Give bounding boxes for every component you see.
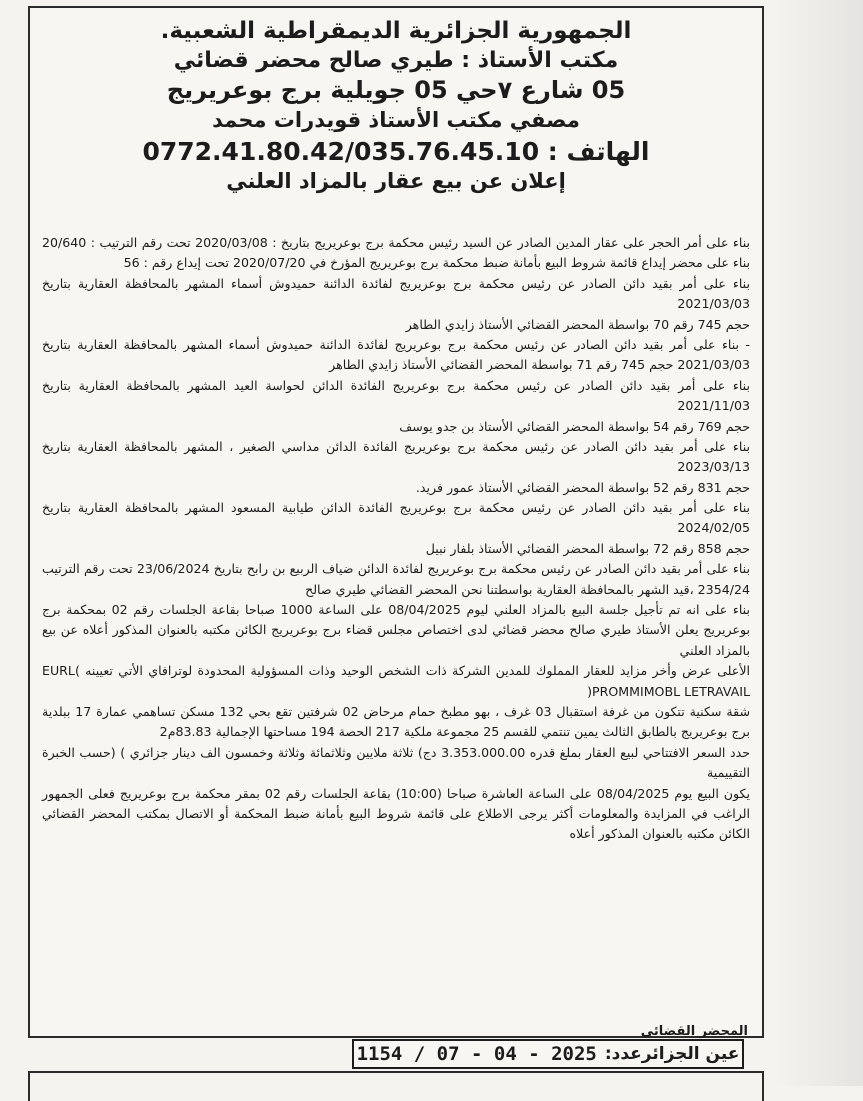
notice-paragraph: بناء على أمر بقيد دائن الصادر عن رئيس محكمة برج بوعريريج لفائدة الدائن ضياف الربيع بن رابح بتاريخ 23/06/2024 تحت رقم الترتيب 2354/24 ،قيد الشهر بالمحافظة العقارية بواسطتنا نحن المحضر القضائي طيري صالح xyxy=(42,561,750,597)
notice-paragraph: الأعلى عرض وأخر مزايد للعقار المملوك للمدين الشركة ذات الشخص الوحيد وذات المسؤولية المحدودة لوترافاي الأتي تعيينه )EURL PROMMIMOBL LETRAVAIL( xyxy=(42,663,750,699)
notice-header xyxy=(30,8,762,196)
notice-title: إعلان عن بيع عقار بالمزاد العلني xyxy=(226,168,566,193)
header-republic: الجمهورية الجزائرية الديمقراطية الشعبية. xyxy=(160,18,632,44)
notice-paragraph: حجم 858 رقم 72 بواسطة المحضر القضائي الأستاذ بلفار نبيل xyxy=(425,540,750,556)
notice-paragraph: حجم 745 رقم 70 بواسطة المحضر القضائي الأستاذ زايدي الطاهر xyxy=(405,316,750,332)
header-office: مكتب الأستاذ : طيري صالح محضر قضائي xyxy=(173,48,619,74)
notice-paragraph: حجم 769 رقم 54 بواسطة المحضر القضائي الأستاذ بن جدو يوسف xyxy=(399,418,750,434)
header-address: 05 شارع ٧حي 05 جويلية برج بوعريريج xyxy=(166,76,626,105)
notice-paragraph: بناء على أمر بقيد دائن الصادر عن رئيس محكمة برج بوعريريج الفائدة الدائن مداسي الصغير ، المشهر بالمحافظة العقارية بتاريخ 2023/03/13 xyxy=(42,438,750,475)
notice-paragraph: بناء على أمر الحجر على عقار المدين الصادر عن السيد رئيس محكمة برج بوعريريج بتاريخ : 2020/03/08 تحت رقم الترتيب : 20/640 بناء على محضر إيداع قائمة شروط البيع بأمانة ضبط محكمة برج بوعريريج المؤرخ في 2020/07/20 تحت إيداع رقم : 56 xyxy=(42,235,750,271)
notice-paragraph: بناء على أمر بقيد دائن الصادر عن رئيس محكمة برج بوعريريج الفائدة الدائن طيابية المسعود المشهر بالمحافظة العقارية بتاريخ 2024/02/05 xyxy=(42,500,750,536)
notice-clipping xyxy=(28,6,764,1038)
notice-body xyxy=(42,233,750,845)
next-clipping-edge xyxy=(28,1071,764,1101)
header-phone: الهاتف : 0772.41.80.42/035.76.45.10 xyxy=(142,136,650,166)
signature: المحضر القضائي xyxy=(640,1024,748,1039)
header-liquidator: مصفي مكتب الأستاذ قويدرات محمد xyxy=(212,108,580,133)
notice-paragraph: حجم 831 رقم 52 بواسطة المحضر القضائي الأستاذ عمور فريد. xyxy=(415,479,750,495)
notice-paragraph: بناء على انه تم تأجيل جلسة البيع بالمزاد العلني ليوم 08/04/2025 على الساعة 1000 صباحا بقاعة الجلسات رقم 02 بمحكمة برج بوعريريج يعلن الأستاذ طيري صالح محضر قضائي لدى اختصاص مجلس قضاء برج بوعريريج الكائن مكتبه بالعنوان المذكور أعلاه عن بيع بالمزاد العلني xyxy=(42,602,750,658)
issue-number-date: 1154 / 07 - 04 - 2025 xyxy=(356,1043,597,1065)
issue-footer xyxy=(352,1039,744,1069)
notice-paragraph: بناء على أمر بقيد دائن الصادر عن رئيس محكمة برج بوعريريج الفائدة الدائن لحواسة العيد المشهر بالمحافظة العقارية بتاريخ 2021/11/03 xyxy=(42,377,750,414)
notice-paragraph: حدد السعر الافتتاحي لبيع العقار بملغ قدره 3.353.000.00 دج) ثلاثة ملايين وثلاثمائة وثلاثة وخمسون الف دينار جزائري ) (حسب الخبرة التقييمية xyxy=(42,744,750,781)
page-shadow xyxy=(773,0,863,1086)
issue-prefix: عين الجزائرعدد: xyxy=(604,1044,740,1064)
notice-paragraph: شقة سكنية تتكون من غرفة استقبال 03 غرف ، بهو مطبخ حمام مرحاض 02 شرفتين تقع بحي 132 مسكن تساهمي عمارة 17 ببلدية برج بوعريريج بالطابق الثالث يمين تنتمي للقسم 25 مجموعة ملكية 217 الحصة 194 مساحتها الإجمالية 83.83م2 xyxy=(42,703,750,740)
notice-paragraph: بناء على أمر بقيد دائن الصادر عن رئيس محكمة برج بوعريريج لفائدة الدائنة حميدوش أسماء المشهر بالمحافظة العقارية بتاريخ 2021/03/03 xyxy=(42,275,750,312)
notice-paragraph: يكون البيع يوم 08/04/2025 على الساعة العاشرة صباحا (10:00) بقاعة الجلسات رقم 02 بمقر محكمة برج بوعريريج فعلى الجمهور الراغب في المزايدة والمعلومات أكثر يرجى الاطلاع على قائمة شروط البيع بأمانة ضبط المحكمة أو الاتصال بمكتب المحضر القضائي الكائن مكتبه بالعنوان المذكور أعلاه xyxy=(42,785,751,842)
notice-paragraph: - بناء على أمر بقيد دائن الصادر عن رئيس محكمة برج بوعريريج لفائدة الدائنة حميدوش أسماء المشهر بالمحافظة العقارية بتاريخ 2021/03/03 حجم 745 رقم 71 بواسطة المحضر القضائي الأستاذ زايدي الطاهر xyxy=(42,336,750,373)
